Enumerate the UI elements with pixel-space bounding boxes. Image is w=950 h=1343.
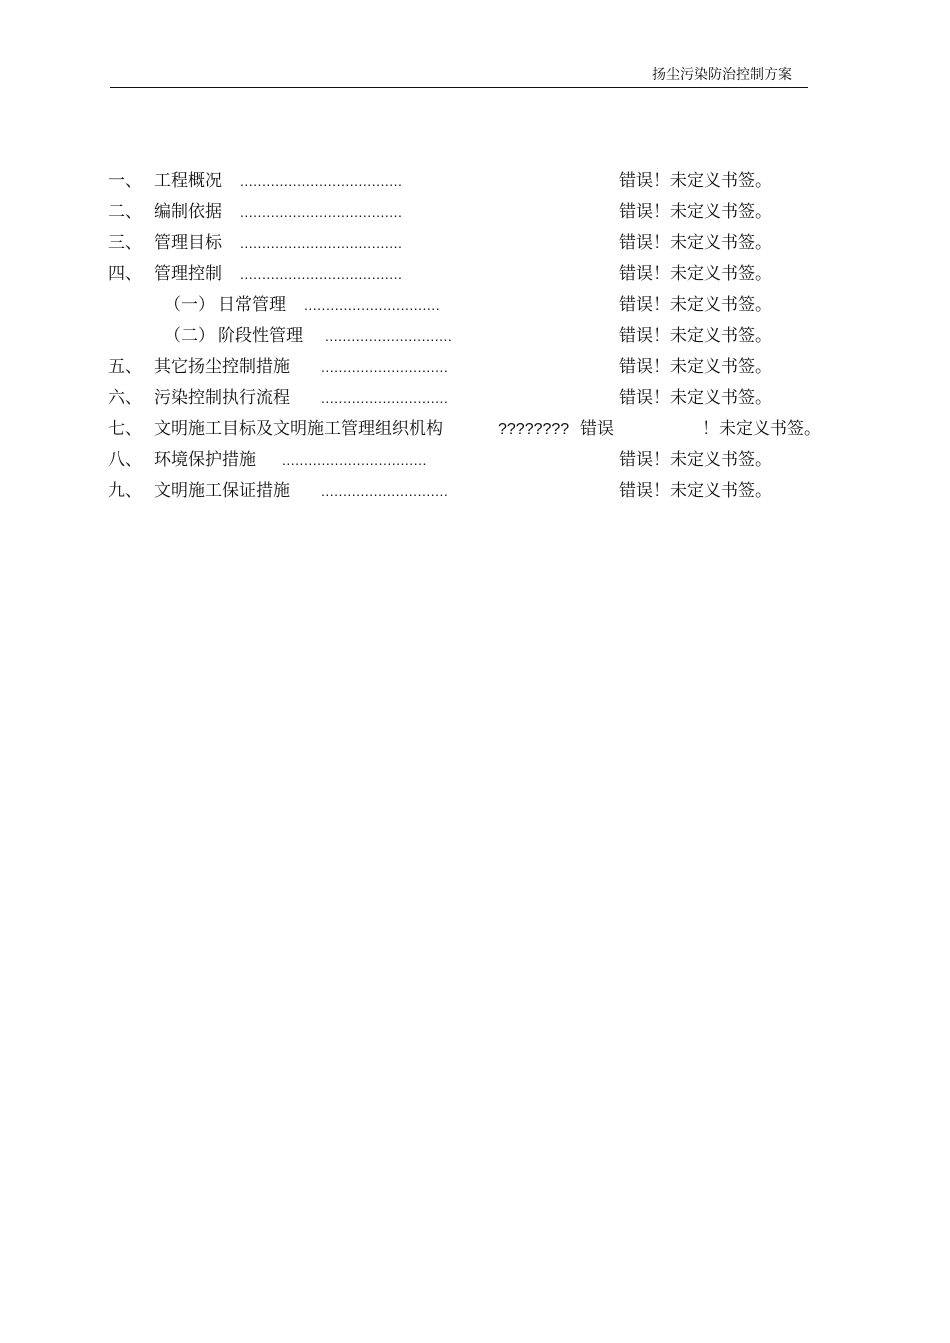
toc-entry-title: 污染控制执行流程: [154, 388, 290, 408]
toc-entry-number: 一、: [108, 171, 142, 191]
header-title: 扬尘污染防治控制方案: [652, 67, 792, 83]
toc-entry-page-part-a: 错误: [580, 419, 614, 439]
toc-entry-number: 三、: [108, 233, 142, 253]
toc-leader-dots: .....................................: [240, 235, 403, 251]
toc-leader-dots: ...............................: [304, 297, 441, 313]
toc-entry-page: 错误！未定义书签。: [619, 171, 772, 191]
toc-entry-title: 文明施工目标及文明施工管理组织机构: [154, 419, 443, 439]
toc-entry-number: 六、: [108, 388, 142, 408]
header-rule: [110, 87, 808, 88]
toc-entry-title: 阶段性管理: [218, 326, 303, 346]
toc-entry-number: 七、: [108, 419, 142, 439]
table-of-contents: [0, 166, 950, 507]
toc-entry-title: 日常管理: [218, 295, 286, 315]
toc-leader-dots: .............................: [321, 359, 449, 375]
toc-entry-title: 其它扬尘控制措施: [154, 357, 290, 377]
toc-entry-number: 二、: [108, 202, 142, 222]
toc-entry-page: 错误！未定义书签。: [619, 295, 772, 315]
toc-entry-4-2[interactable]: [0, 321, 950, 352]
toc-entry-page: 错误！未定义书签。: [619, 326, 772, 346]
toc-entry-page: 错误！未定义书签。: [619, 481, 772, 501]
toc-entry-title: 文明施工保证措施: [154, 481, 290, 501]
toc-entry-page: 错误！未定义书签。: [619, 233, 772, 253]
toc-entry-number: 九、: [108, 481, 142, 501]
toc-leader-dots: .....................................: [240, 266, 403, 282]
toc-leader-dots: .....................................: [240, 173, 403, 189]
toc-entry-6[interactable]: [0, 383, 950, 414]
toc-leader-dots: .....................................: [240, 204, 403, 220]
toc-entry-page: 错误！未定义书签。: [619, 357, 772, 377]
toc-entry-5[interactable]: [0, 352, 950, 383]
toc-entry-8[interactable]: [0, 445, 950, 476]
toc-entry-title: 环境保护措施: [154, 450, 256, 470]
toc-entry-2[interactable]: [0, 197, 950, 228]
toc-entry-page: 错误！未定义书签。: [619, 450, 772, 470]
toc-entry-page-part-b: ！未定义书签。: [702, 419, 821, 439]
toc-entry-3[interactable]: [0, 228, 950, 259]
toc-entry-number: 八、: [108, 450, 142, 470]
toc-entry-7[interactable]: [0, 414, 950, 445]
toc-leader-dots: .............................: [321, 390, 449, 406]
toc-leader-dots: .............................: [325, 328, 453, 344]
toc-entry-page: 错误！未定义书签。: [619, 264, 772, 284]
toc-leader-dots: .............................: [321, 483, 449, 499]
toc-entry-number: 四、: [108, 264, 142, 284]
toc-entry-page: 错误！未定义书签。: [619, 388, 772, 408]
toc-entry-number: 五、: [108, 357, 142, 377]
toc-entry-page: 错误！未定义书签。: [619, 202, 772, 222]
toc-garbled-leader: ????????: [498, 421, 570, 438]
toc-entry-title: 管理控制: [154, 264, 222, 284]
toc-entry-1[interactable]: [0, 166, 950, 197]
toc-entry-9[interactable]: [0, 476, 950, 507]
toc-entry-title: 编制依据: [154, 202, 222, 222]
toc-entry-title: 工程概况: [154, 171, 222, 191]
toc-entry-number: （一）: [164, 295, 215, 315]
toc-entry-number: （二）: [164, 326, 215, 346]
toc-leader-dots: .................................: [282, 452, 427, 468]
toc-entry-4-1[interactable]: [0, 290, 950, 321]
toc-entry-4[interactable]: [0, 259, 950, 290]
toc-entry-title: 管理目标: [154, 233, 222, 253]
